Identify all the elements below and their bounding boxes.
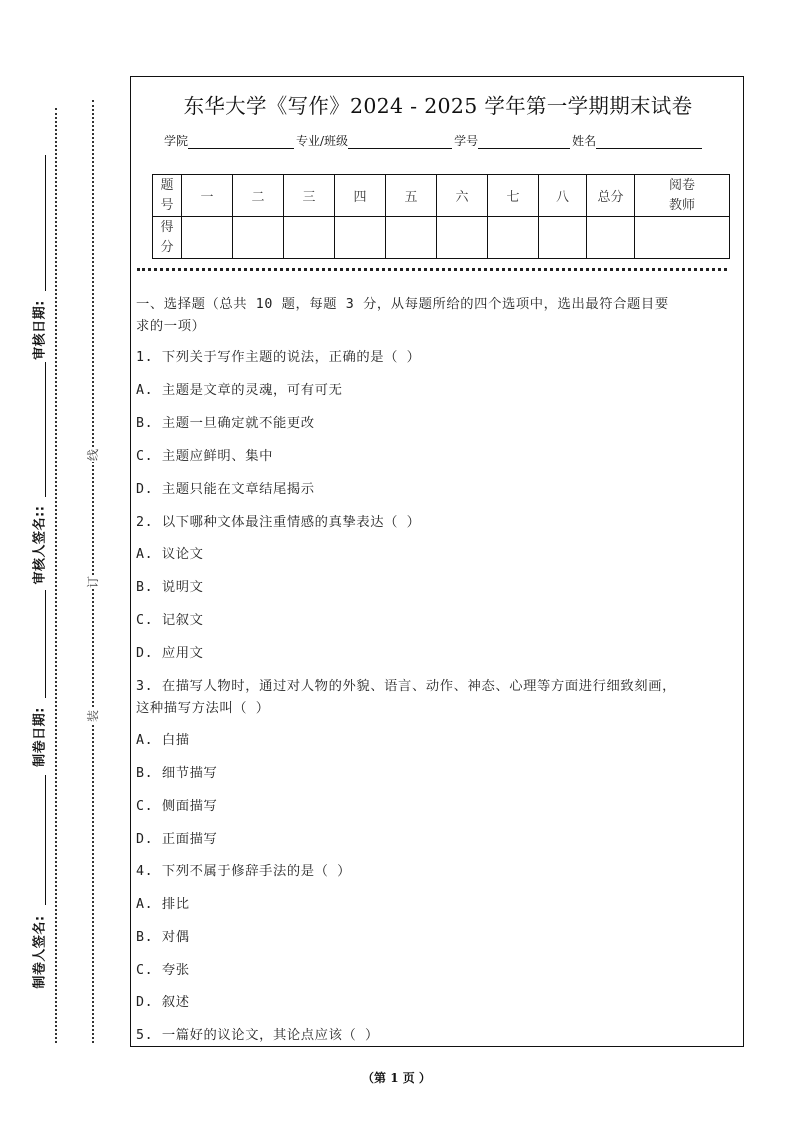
question-number-row: [153, 175, 730, 217]
option: A. 排比: [136, 897, 190, 912]
question-stem: 1. 下列关于写作主题的说法，正确的是（ ）: [136, 350, 421, 365]
score-table: [152, 174, 730, 259]
score-cell[interactable]: [284, 217, 335, 259]
score-row: [153, 217, 730, 259]
page-number: （第 1 页 ）: [362, 1071, 431, 1085]
option: D. 主题只能在文章结尾揭示: [136, 482, 315, 497]
option: B. 说明文: [136, 580, 204, 595]
score-cell[interactable]: [539, 217, 587, 259]
option: B. 细节描写: [136, 766, 218, 781]
option: A. 白描: [136, 733, 190, 748]
option: C. 记叙文: [136, 613, 204, 628]
review-date-label: 审核日期:: [32, 300, 48, 360]
score-cell[interactable]: [386, 217, 437, 259]
score-cell[interactable]: [182, 217, 233, 259]
outer-dotted-line: [55, 108, 57, 1043]
score-cell[interactable]: [488, 217, 539, 259]
option: D. 正面描写: [136, 832, 218, 847]
student-id-label: 学号: [454, 134, 479, 148]
score-cell[interactable]: [233, 217, 284, 259]
section-heading: 求的一项）: [136, 319, 206, 334]
total-score-cell[interactable]: [587, 217, 635, 259]
option: C. 夸张: [136, 963, 190, 978]
inner-dotted-line: [92, 100, 94, 1043]
college-field[interactable]: [188, 136, 294, 149]
signature-line: [45, 590, 46, 698]
grader-header: 阅卷 教师: [635, 175, 730, 217]
col-header: 八: [539, 175, 587, 217]
option: B. 主题一旦确定就不能更改: [136, 416, 315, 431]
cut-mark-line: 线: [86, 448, 100, 462]
option: C. 侧面描写: [136, 799, 218, 814]
option: B. 对偶: [136, 930, 190, 945]
dotted-separator: [137, 268, 727, 271]
paper-maker-signature-label: 制卷人签名:: [32, 915, 48, 989]
score-cell[interactable]: [335, 217, 386, 259]
reviewer-signature-label: 审核人签名::: [32, 505, 48, 585]
student-id-field[interactable]: [478, 136, 570, 149]
exam-frame: [130, 76, 744, 1047]
option: D. 叙述: [136, 995, 190, 1010]
question-stem: 2. 以下哪种文体最注重情感的真挚表达（ ）: [136, 515, 421, 530]
col-header: 一: [182, 175, 233, 217]
col-header: 三: [284, 175, 335, 217]
paper-date-label: 制卷日期:: [32, 707, 48, 767]
option: A. 议论文: [136, 547, 204, 562]
option: D. 应用文: [136, 646, 204, 661]
col-header: 七: [488, 175, 539, 217]
option: C. 主题应鲜明、集中: [136, 449, 273, 464]
exam-title: 东华大学《写作》2024 - 2025 学年第一学期期末试卷: [183, 94, 693, 118]
col-header: 二: [233, 175, 284, 217]
option: A. 主题是文章的灵魂，可有可无: [136, 383, 343, 398]
name-label: 姓名: [572, 134, 597, 148]
col-header: 四: [335, 175, 386, 217]
grader-cell[interactable]: [635, 217, 730, 259]
total-header: 总分: [587, 175, 635, 217]
signature-line: [45, 155, 46, 291]
signature-line: [45, 362, 46, 497]
col-header: 六: [437, 175, 488, 217]
score-header: 得 分: [153, 217, 182, 259]
major-class-label: 专业/班级: [296, 134, 349, 148]
section-heading: 一、选择题（总共 10 题，每题 3 分，从每题所给的四个选项中，选出最符合题目要: [136, 297, 669, 312]
question-stem: 4. 下列不属于修辞手法的是（ ）: [136, 864, 352, 879]
student-info-row: [164, 132, 704, 149]
signature-line: [45, 775, 46, 905]
name-field[interactable]: [596, 136, 702, 149]
college-label: 学院: [164, 134, 189, 148]
question-stem: 5. 一篇好的议论文，其论点应该（ ）: [136, 1028, 379, 1043]
col-header: 五: [386, 175, 437, 217]
question-stem: 这种描写方法叫（ ）: [136, 701, 270, 716]
question-stem: 3. 在描写人物时，通过对人物的外貌、语言、动作、神态、心理等方面进行细致刻画，: [136, 679, 676, 694]
score-cell[interactable]: [437, 217, 488, 259]
major-class-field[interactable]: [348, 136, 452, 149]
cut-mark-bind: 订: [86, 575, 100, 589]
cut-mark-staple: 装: [86, 709, 100, 723]
question-number-header: 题 号: [153, 175, 182, 217]
